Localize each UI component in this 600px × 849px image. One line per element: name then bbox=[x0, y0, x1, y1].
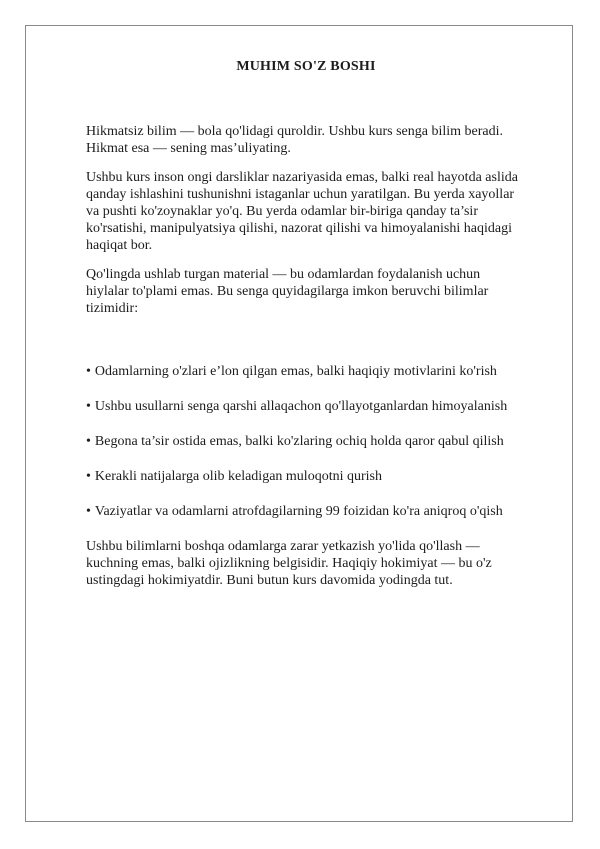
bullet-icon: • bbox=[86, 504, 91, 519]
document-title: MUHIM SO'Z BOSHI bbox=[236, 59, 376, 74]
bullet-item-3 bbox=[86, 433, 526, 450]
bullet-icon: • bbox=[86, 469, 91, 484]
bullet-text: Kerakli natijalarga olib keladigan muloqotni qurish bbox=[94, 469, 382, 484]
bullet-item-5 bbox=[86, 503, 526, 520]
bullet-text: Ushbu usullarni senga qarshi allaqachon qo'llayotganlardan himoyalanish bbox=[94, 399, 508, 414]
intro-paragraph-3: Qo'lingda ushlab turgan material — bu odamlardan foydalanish uchun hiylalar to'plami emas. Bu senga quyidagilarga imkon beruvchi bilimlar tizimidir: bbox=[86, 267, 489, 316]
intro-paragraph-1: Hikmatsiz bilim — bola qo'lidagi quroldir. Ushbu kurs senga bilim beradi. Hikmat esa — sening mas’uliyating. bbox=[86, 124, 504, 156]
bullet-item-2 bbox=[86, 398, 526, 415]
bullet-icon: • bbox=[86, 364, 91, 379]
bullet-text: Vaziyatlar va odamlarni atrofdagilarning 99 foizidan ko'ra aniqroq o'qish bbox=[94, 504, 503, 519]
document-body bbox=[86, 58, 526, 601]
bullet-text: Begona ta’sir ostida emas, balki ko'zlaring ochiq holda qaror qabul qilish bbox=[94, 434, 504, 449]
bullet-icon: • bbox=[86, 399, 91, 414]
closing-paragraph: Ushbu bilimlarni boshqa odamlarga zarar yetkazish yo'lida qo'llash — kuchning emas, balki ojizlikning belgisidir. Haqiqiy hokimiyat — bu o'z ustingdagi hokimiyatdir. Buni butun kurs davomida yodingda tut. bbox=[86, 539, 492, 588]
bullet-text: Odamlarning o'zlari e’lon qilgan emas, balki haqiqiy motivlarini ko'rish bbox=[94, 364, 497, 379]
intro-paragraph-2: Ushbu kurs inson ongi darsliklar nazariyasida emas, balki real hayotda aslida qanday ishlashini tushunishni istaganlar uchun yaratilgan. Bu yerda xayollar va pushti ko'zoynaklar yo'q. Bu yerda odamlar bir-biriga qanday ta’sir ko'rsatishi, manipulyatsiya qilishi, nazorat qilishi va himoyalanishi haqidagi haqiqat bor. bbox=[86, 170, 518, 253]
bullet-item-1 bbox=[86, 363, 526, 380]
bullet-item-4 bbox=[86, 468, 526, 485]
bullet-icon: • bbox=[86, 434, 91, 449]
bullet-list bbox=[86, 363, 526, 520]
